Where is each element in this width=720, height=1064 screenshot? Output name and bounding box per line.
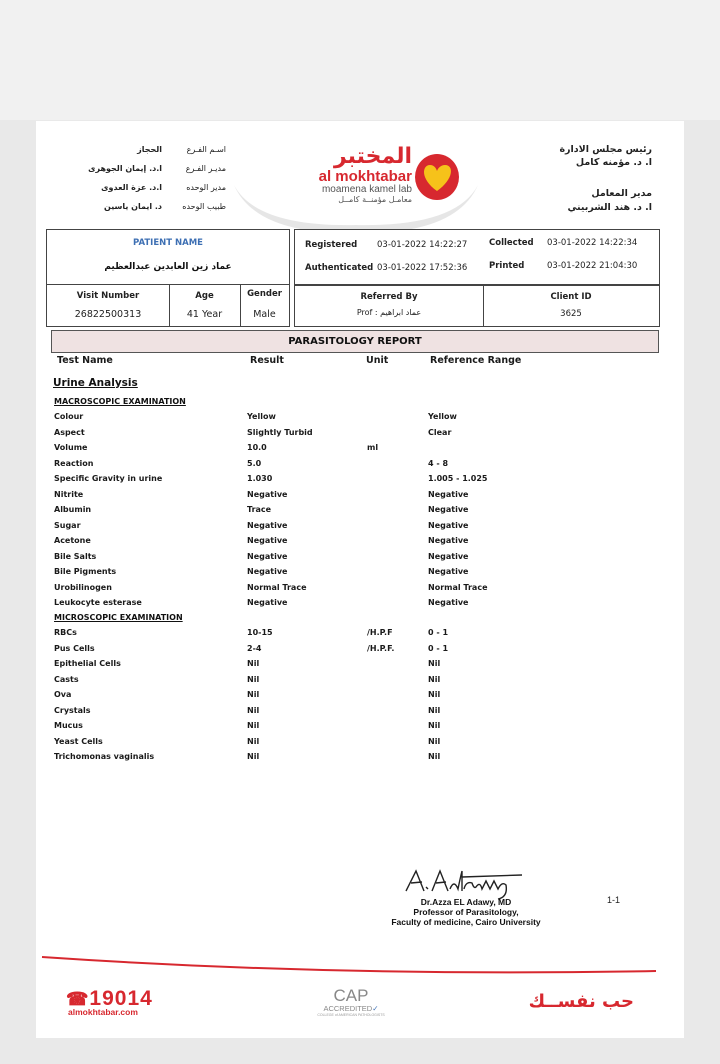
referred-by-value: Prof : عماد ابراهيم bbox=[356, 308, 422, 317]
test-result: Negative bbox=[247, 489, 288, 499]
test-reference: Negative bbox=[428, 489, 469, 499]
test-reference: Nil bbox=[428, 674, 441, 684]
test-unit: /H.P.F. bbox=[367, 643, 395, 653]
test-reference: Negative bbox=[428, 536, 469, 545]
doctor-title: Professor of Parasitology, bbox=[413, 907, 519, 917]
logo-sub: moamena kamel lab bbox=[321, 184, 412, 195]
test-reference: Negative bbox=[428, 505, 469, 514]
test-name: Reaction bbox=[54, 458, 94, 468]
test-unit: /H.P.F bbox=[367, 628, 393, 637]
gender-value: Male bbox=[253, 309, 276, 320]
test-name: Volume bbox=[54, 443, 88, 452]
test-reference: 0 - 1 bbox=[428, 628, 449, 637]
test-reference: Nil bbox=[428, 721, 441, 730]
test-result: Negative bbox=[247, 567, 288, 576]
col-result: Result bbox=[250, 355, 284, 366]
cap-accredited: ACCREDITED✓ bbox=[323, 1004, 379, 1013]
cap-small: COLLEGE of AMERICAN PATHOLOGISTS bbox=[317, 1013, 385, 1017]
gender-label: Gender bbox=[247, 289, 282, 299]
test-reference: Nil bbox=[428, 705, 441, 715]
test-reference: Negative bbox=[428, 598, 469, 607]
test-reference: Negative bbox=[428, 567, 469, 576]
test-name: Casts bbox=[54, 674, 79, 684]
report-title: PARASITOLOGY REPORT bbox=[51, 330, 659, 353]
lab-director-title: مدير المعامل bbox=[591, 188, 652, 199]
test-result: Trace bbox=[247, 505, 272, 514]
test-name: Specific Gravity in urine bbox=[54, 474, 163, 483]
microscopic-title: MICROSCOPIC EXAMINATION bbox=[54, 613, 183, 622]
test-reference: Clear bbox=[428, 427, 452, 437]
test-reference: 4 - 8 bbox=[428, 458, 449, 468]
logo-heart-icon bbox=[414, 153, 460, 201]
test-reference: 1.005 - 1.025 bbox=[428, 474, 488, 483]
test-name: Mucus bbox=[54, 721, 83, 730]
test-result: Negative bbox=[247, 551, 288, 561]
board-chair-block bbox=[559, 143, 652, 169]
logo-arabic: المختبر bbox=[333, 144, 412, 169]
visit-number-label: Visit Number bbox=[76, 291, 140, 301]
test-result: Negative bbox=[247, 598, 288, 607]
test-name: RBCs bbox=[54, 628, 77, 637]
logo-latin: al mokhtabar bbox=[318, 168, 412, 185]
board-chair-title: رئيس مجلس الادارة bbox=[559, 144, 652, 155]
test-name: Sugar bbox=[54, 520, 81, 530]
hotline-number: 19014 bbox=[89, 987, 153, 1010]
test-name: Pus Cells bbox=[54, 643, 95, 653]
branch-role: اسـم الفـرع bbox=[186, 145, 226, 154]
viewer-top-bar bbox=[0, 0, 720, 120]
test-result: Nil bbox=[247, 659, 260, 668]
col-test-name: Test Name bbox=[57, 355, 113, 366]
referral-box bbox=[294, 285, 660, 327]
test-name: Ova bbox=[54, 690, 72, 699]
test-name: Colour bbox=[54, 412, 84, 421]
unit-doctor-name: د. ايمان ياسين bbox=[104, 202, 162, 211]
test-result: Slightly Turbid bbox=[247, 427, 313, 437]
slogan: حب نفســك bbox=[528, 991, 634, 1012]
patient-box bbox=[46, 229, 290, 327]
printed-label: Printed bbox=[489, 261, 525, 271]
test-name: Epithelial Cells bbox=[54, 659, 121, 668]
col-reference-range: Reference Range bbox=[430, 355, 522, 366]
branch-info-block bbox=[76, 140, 226, 216]
test-result: Yellow bbox=[247, 412, 276, 421]
test-name: Urobilinogen bbox=[54, 582, 112, 592]
test-result: Nil bbox=[247, 752, 260, 761]
test-name: Crystals bbox=[54, 705, 91, 715]
test-result: Nil bbox=[247, 721, 260, 730]
client-id-label: Client ID bbox=[550, 292, 592, 302]
test-reference: Nil bbox=[428, 659, 441, 668]
test-result: Nil bbox=[247, 674, 260, 684]
macroscopic-title: MACROSCOPIC EXAMINATION bbox=[54, 397, 186, 406]
unit-manager-role: مدير الوحده bbox=[186, 183, 226, 192]
test-unit: ml bbox=[367, 443, 379, 452]
unit-manager-name: ا.د. عزة العدوى bbox=[101, 183, 162, 192]
test-reference: Normal Trace bbox=[428, 582, 488, 592]
doctor-name: Dr.Azza EL Adawy, MD bbox=[420, 897, 512, 907]
footer-swoosh bbox=[36, 947, 684, 977]
test-result: Negative bbox=[247, 536, 288, 545]
authenticated-value: 03-01-2022 17:52:36 bbox=[377, 263, 468, 273]
registered-label: Registered bbox=[305, 240, 358, 250]
test-reference: 0 - 1 bbox=[428, 643, 449, 653]
test-result: Nil bbox=[247, 690, 260, 699]
website: almokhtabar.com bbox=[68, 1007, 138, 1017]
test-reference: Negative bbox=[428, 520, 469, 530]
col-unit: Unit bbox=[366, 355, 389, 366]
unit-doctor-role: طبيب الوحده bbox=[182, 202, 226, 211]
lab-director-name: ا. د. هند الشربيني bbox=[567, 202, 652, 213]
test-result: 5.0 bbox=[247, 458, 262, 468]
visit-number: 26822500313 bbox=[74, 309, 142, 320]
test-name: Albumin bbox=[54, 505, 92, 514]
test-name: Yeast Cells bbox=[54, 736, 103, 746]
test-reference: Yellow bbox=[428, 412, 457, 421]
referred-by-label: Referred By bbox=[360, 292, 418, 302]
signature-block bbox=[376, 897, 556, 927]
lab-director-block bbox=[567, 187, 652, 215]
patient-name: عماد زين العابدين عبدالعظيم bbox=[104, 262, 232, 272]
authenticated-label: Authenticated bbox=[305, 263, 374, 273]
test-name: Aspect bbox=[54, 427, 85, 437]
printed-value: 03-01-2022 21:04:30 bbox=[547, 261, 638, 271]
collected-value: 03-01-2022 14:22:34 bbox=[547, 238, 638, 248]
test-name: Nitrite bbox=[54, 489, 84, 499]
age-label: Age bbox=[195, 291, 214, 301]
test-name: Trichomonas vaginalis bbox=[54, 752, 155, 761]
section-urine-analysis: Urine Analysis bbox=[53, 377, 138, 389]
test-result: Nil bbox=[247, 736, 260, 746]
test-reference: Nil bbox=[428, 752, 441, 761]
test-name: Leukocyte esterase bbox=[54, 598, 142, 607]
hotline: ☎19014 bbox=[66, 987, 153, 1010]
test-name: Acetone bbox=[54, 536, 91, 545]
page-number: 1-1 bbox=[607, 895, 621, 905]
test-name: Bile Salts bbox=[54, 551, 97, 561]
test-reference: Nil bbox=[428, 736, 441, 746]
test-result: Normal Trace bbox=[247, 582, 307, 592]
branch-manager-role: مديـر الفـرع bbox=[185, 164, 226, 173]
test-result: Negative bbox=[247, 520, 288, 530]
test-result: 10-15 bbox=[247, 628, 273, 637]
client-id-value: 3625 bbox=[560, 309, 582, 319]
patient-name-label: PATIENT NAME bbox=[133, 238, 203, 248]
test-result: 1.030 bbox=[247, 474, 273, 483]
test-result: Nil bbox=[247, 705, 260, 715]
test-reference: Negative bbox=[428, 551, 469, 561]
branch-manager-name: ا.د. إيمان الجوهرى bbox=[88, 164, 162, 173]
test-reference: Nil bbox=[428, 690, 441, 699]
test-name: Bile Pigments bbox=[54, 567, 117, 576]
cap-accreditation bbox=[306, 987, 396, 1017]
branch-name: الحجاز bbox=[137, 145, 162, 154]
test-result: 10.0 bbox=[247, 443, 267, 452]
logo-text bbox=[282, 145, 412, 205]
board-chair-name: ا. د. مؤمنه كامل bbox=[575, 157, 652, 168]
registered-value: 03-01-2022 14:22:27 bbox=[377, 240, 468, 250]
collected-label: Collected bbox=[489, 238, 534, 248]
doctor-faculty: Faculty of medicine, Cairo University bbox=[391, 917, 541, 927]
report-page bbox=[36, 121, 684, 1038]
age-value: 41 Year bbox=[186, 309, 223, 320]
cap-logo: CAP bbox=[333, 986, 369, 1005]
test-result: 2-4 bbox=[247, 643, 262, 653]
signature-scribble bbox=[402, 867, 530, 901]
dates-box bbox=[294, 229, 660, 285]
logo-sub-arabic: معامـل مؤمنــة كامــل bbox=[338, 195, 412, 204]
